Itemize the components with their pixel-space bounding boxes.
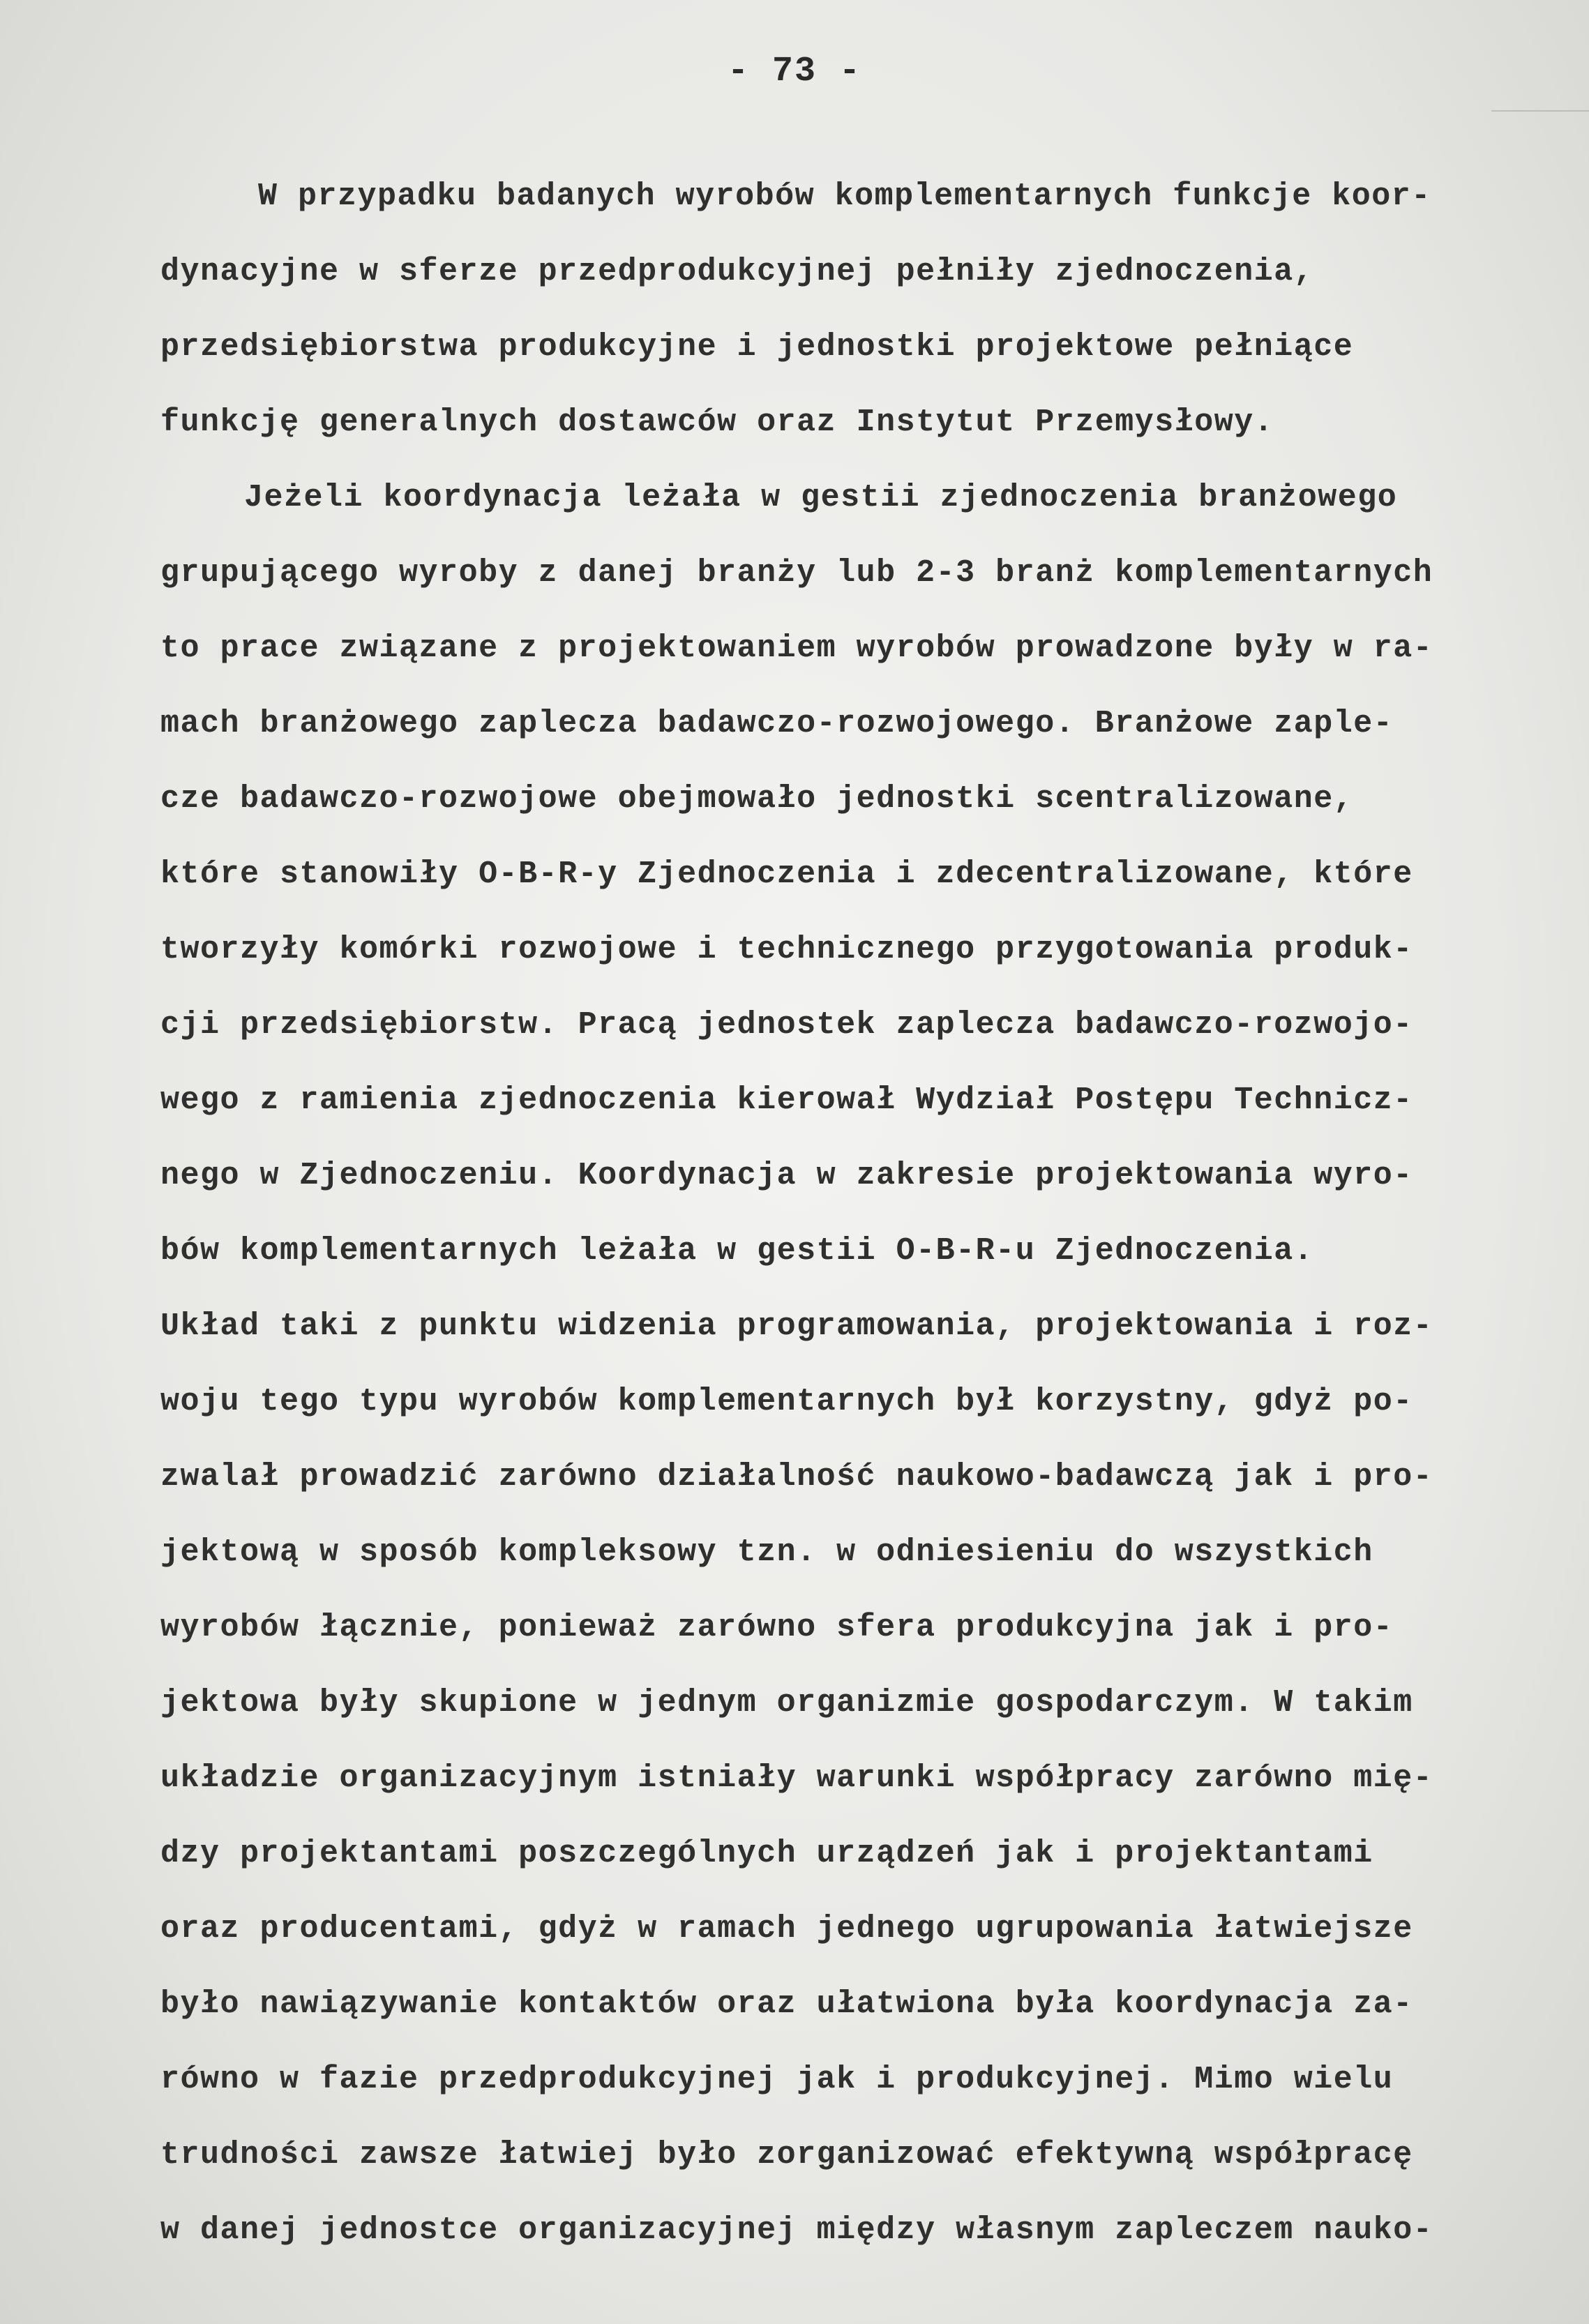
text-line: W przypadku badanych wyrobów komplementarnych funkcje koor- <box>258 179 1431 214</box>
text-line: woju tego typu wyrobów komplementarnych był korzystny, gdyż po- <box>160 1384 1413 1419</box>
text-line: było nawiązywanie kontaktów oraz ułatwiona była koordynacja za- <box>160 1986 1413 2022</box>
text-line: to prace związane z projektowaniem wyrobów prowadzone były w ra- <box>160 631 1433 666</box>
text-line: oraz producentami, gdyż w ramach jednego ugrupowania łatwiejsze <box>160 1911 1413 1947</box>
text-line: trudności zawsze łatwiej było zorganizować efektywną współpracę <box>160 2137 1413 2173</box>
text-line: dzy projektantami poszczególnych urządzeń jak i projektantami <box>160 1836 1373 1871</box>
text-line: jektową w sposób kompleksowy tzn. w odniesieniu do wszystkich <box>160 1534 1373 1570</box>
text-line: mach branżowego zaplecza badawczo-rozwojowego. Branżowe zaple- <box>160 706 1394 741</box>
text-line: zwalał prowadzić zarówno działalność naukowo-badawczą jak i pro- <box>160 1459 1433 1495</box>
page-number: - 73 - <box>727 52 862 91</box>
text-line: w danej jednostce organizacyjnej między własnym zapleczem nauko- <box>160 2212 1433 2248</box>
text-line: układzie organizacyjnym istniały warunki współpracy zarówno mię- <box>160 1760 1433 1796</box>
text-line: równo w fazie przedprodukcyjnej jak i produkcyjnej. Mimo wielu <box>160 2062 1394 2097</box>
text-line: które stanowiły O-B-R-y Zjednoczenia i zdecentralizowane, które <box>160 857 1413 892</box>
text-line: wego z ramienia zjednoczenia kierował Wydział Postępu Technicz- <box>160 1082 1413 1118</box>
body-text <box>160 159 1535 2268</box>
text-line: Jeżeli koordynacja leżała w gestii zjednoczenia branżowego <box>244 480 1398 515</box>
text-line: grupującego wyroby z danej branży lub 2-3 branż komplementarnych <box>160 555 1433 591</box>
text-line: cze badawczo-rozwojowe obejmowało jednostki scentralizowane, <box>160 781 1354 817</box>
text-line: bów komplementarnych leżała w gestii O-B-R-u Zjednoczenia. <box>160 1233 1314 1269</box>
text-line: jektowa były skupione w jednym organizmie gospodarczym. W takim <box>160 1685 1413 1721</box>
text-line: dynacyjne w sferze przedprodukcyjnej pełniły zjednoczenia, <box>160 254 1314 289</box>
text-line: wyrobów łącznie, ponieważ zarówno sfera produkcyjna jak i pro- <box>160 1610 1394 1645</box>
text-line: przedsiębiorstwa produkcyjne i jednostki projektowe pełniące <box>160 329 1354 365</box>
text-line: funkcję generalnych dostawców oraz Instytut Przemysłowy. <box>160 405 1274 440</box>
text-line: Układ taki z punktu widzenia programowania, projektowania i roz- <box>160 1308 1433 1344</box>
text-line: tworzyły komórki rozwojowe i technicznego przygotowania produk- <box>160 932 1413 967</box>
text-line: cji przedsiębiorstw. Pracą jednostek zaplecza badawczo-rozwojo- <box>160 1007 1413 1043</box>
text-line: nego w Zjednoczeniu. Koordynacja w zakresie projektowania wyro- <box>160 1158 1413 1193</box>
